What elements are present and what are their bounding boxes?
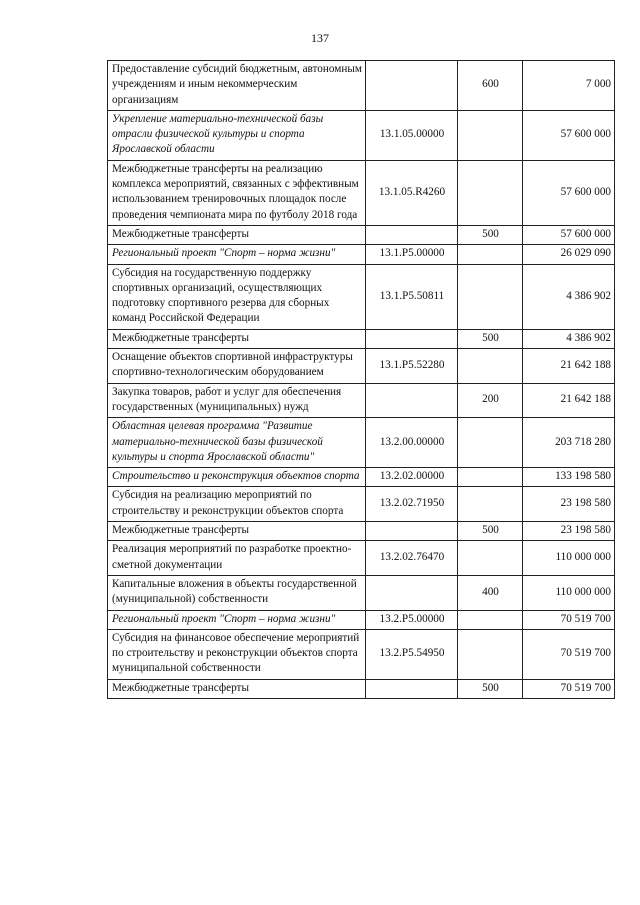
row-code-cell <box>366 575 458 610</box>
row-code-cell <box>366 329 458 348</box>
row-amount-cell: 4 386 902 <box>523 264 615 329</box>
row-expense-type-cell <box>458 468 523 487</box>
table-row <box>108 522 615 541</box>
row-name-cell: Капитальные вложения в объекты государственной (муниципальной) собственности <box>108 575 366 610</box>
table-row <box>108 264 615 329</box>
row-name-cell: Субсидия на финансовое обеспечение мероприятий по строительству и реконструкции объектов спорта муниципальной собственности <box>108 629 366 679</box>
row-amount-cell: 21 642 188 <box>523 349 615 384</box>
row-name-cell: Оснащение объектов спортивной инфраструктуры спортивно-технологическим оборудованием <box>108 349 366 384</box>
row-code-cell: 13.1.P5.50811 <box>366 264 458 329</box>
row-expense-type-cell: 200 <box>458 383 523 418</box>
row-amount-cell: 57 600 000 <box>523 225 615 244</box>
row-name-cell: Субсидия на государственную поддержку спортивных организаций, осуществляющих подготовку спортивного резерва для сборных команд Российской Федерации <box>108 264 366 329</box>
table-row <box>108 329 615 348</box>
row-expense-type-cell <box>458 629 523 679</box>
row-amount-cell: 4 386 902 <box>523 329 615 348</box>
row-name-cell: Реализация мероприятий по разработке проектно-сметной документации <box>108 541 366 576</box>
row-code-cell <box>366 522 458 541</box>
row-expense-type-cell <box>458 610 523 629</box>
table-row <box>108 160 615 225</box>
budget-table <box>107 60 615 699</box>
row-amount-cell: 70 519 700 <box>523 679 615 698</box>
row-code-cell: 13.1.P5.00000 <box>366 245 458 264</box>
row-amount-cell: 203 718 280 <box>523 418 615 468</box>
row-expense-type-cell: 400 <box>458 575 523 610</box>
row-amount-cell: 7 000 <box>523 61 615 111</box>
row-code-cell: 13.2.02.00000 <box>366 468 458 487</box>
row-amount-cell: 21 642 188 <box>523 383 615 418</box>
row-name-cell: Строительство и реконструкция объектов спорта <box>108 468 366 487</box>
row-expense-type-cell: 500 <box>458 329 523 348</box>
row-amount-cell: 57 600 000 <box>523 110 615 160</box>
table-row <box>108 487 615 522</box>
table-row <box>108 225 615 244</box>
row-amount-cell: 110 000 000 <box>523 575 615 610</box>
table-row <box>108 541 615 576</box>
row-code-cell <box>366 225 458 244</box>
row-name-cell: Укрепление материально-технической базы отрасли физической культуры и спорта Ярославской области <box>108 110 366 160</box>
table-row <box>108 679 615 698</box>
table-row <box>108 383 615 418</box>
row-amount-cell: 26 029 090 <box>523 245 615 264</box>
row-code-cell <box>366 61 458 111</box>
row-amount-cell: 70 519 700 <box>523 610 615 629</box>
row-expense-type-cell <box>458 487 523 522</box>
table-row <box>108 575 615 610</box>
row-name-cell: Закупка товаров, работ и услуг для обеспечения государственных (муниципальных) нужд <box>108 383 366 418</box>
table-row <box>108 245 615 264</box>
row-code-cell: 13.2.02.76470 <box>366 541 458 576</box>
table-row <box>108 349 615 384</box>
row-expense-type-cell <box>458 160 523 225</box>
row-code-cell: 13.2.P5.00000 <box>366 610 458 629</box>
row-code-cell: 13.2.02.71950 <box>366 487 458 522</box>
row-name-cell: Межбюджетные трансферты <box>108 225 366 244</box>
table-row <box>108 61 615 111</box>
row-expense-type-cell <box>458 245 523 264</box>
row-amount-cell: 57 600 000 <box>523 160 615 225</box>
row-code-cell: 13.2.00.00000 <box>366 418 458 468</box>
row-name-cell: Субсидия на реализацию мероприятий по строительству и реконструкции объектов спорта <box>108 487 366 522</box>
table-row <box>108 629 615 679</box>
row-amount-cell: 23 198 580 <box>523 522 615 541</box>
row-expense-type-cell <box>458 264 523 329</box>
row-name-cell: Межбюджетные трансферты <box>108 522 366 541</box>
row-amount-cell: 110 000 000 <box>523 541 615 576</box>
row-code-cell: 13.1.P5.52280 <box>366 349 458 384</box>
row-code-cell: 13.1.05.00000 <box>366 110 458 160</box>
row-expense-type-cell: 500 <box>458 679 523 698</box>
row-expense-type-cell <box>458 110 523 160</box>
row-code-cell: 13.1.05.R4260 <box>366 160 458 225</box>
row-code-cell <box>366 383 458 418</box>
row-expense-type-cell <box>458 349 523 384</box>
table-row <box>108 418 615 468</box>
row-name-cell: Региональный проект "Спорт – норма жизни" <box>108 610 366 629</box>
budget-table-body <box>108 61 615 699</box>
row-name-cell: Межбюджетные трансферты <box>108 329 366 348</box>
page-number: 137 <box>311 31 329 45</box>
table-row <box>108 610 615 629</box>
table-row <box>108 468 615 487</box>
row-name-cell: Областная целевая программа "Развитие материально-технической базы физической культуры и спорта Ярославской области" <box>108 418 366 468</box>
row-amount-cell: 133 198 580 <box>523 468 615 487</box>
row-amount-cell: 23 198 580 <box>523 487 615 522</box>
row-amount-cell: 70 519 700 <box>523 629 615 679</box>
row-name-cell: Региональный проект "Спорт – норма жизни" <box>108 245 366 264</box>
row-name-cell: Межбюджетные трансферты <box>108 679 366 698</box>
row-code-cell: 13.2.P5.54950 <box>366 629 458 679</box>
row-expense-type-cell: 600 <box>458 61 523 111</box>
row-expense-type-cell <box>458 541 523 576</box>
row-name-cell: Предоставление субсидий бюджетным, автономным учреждениям и иным некоммерческим организациям <box>108 61 366 111</box>
row-expense-type-cell: 500 <box>458 522 523 541</box>
row-expense-type-cell <box>458 418 523 468</box>
row-expense-type-cell: 500 <box>458 225 523 244</box>
row-code-cell <box>366 679 458 698</box>
table-row <box>108 110 615 160</box>
row-name-cell: Межбюджетные трансферты на реализацию комплекса мероприятий, связанных с эффективным использованием тренировочных площадок после проведения чемпионата мира по футболу 2018 года <box>108 160 366 225</box>
